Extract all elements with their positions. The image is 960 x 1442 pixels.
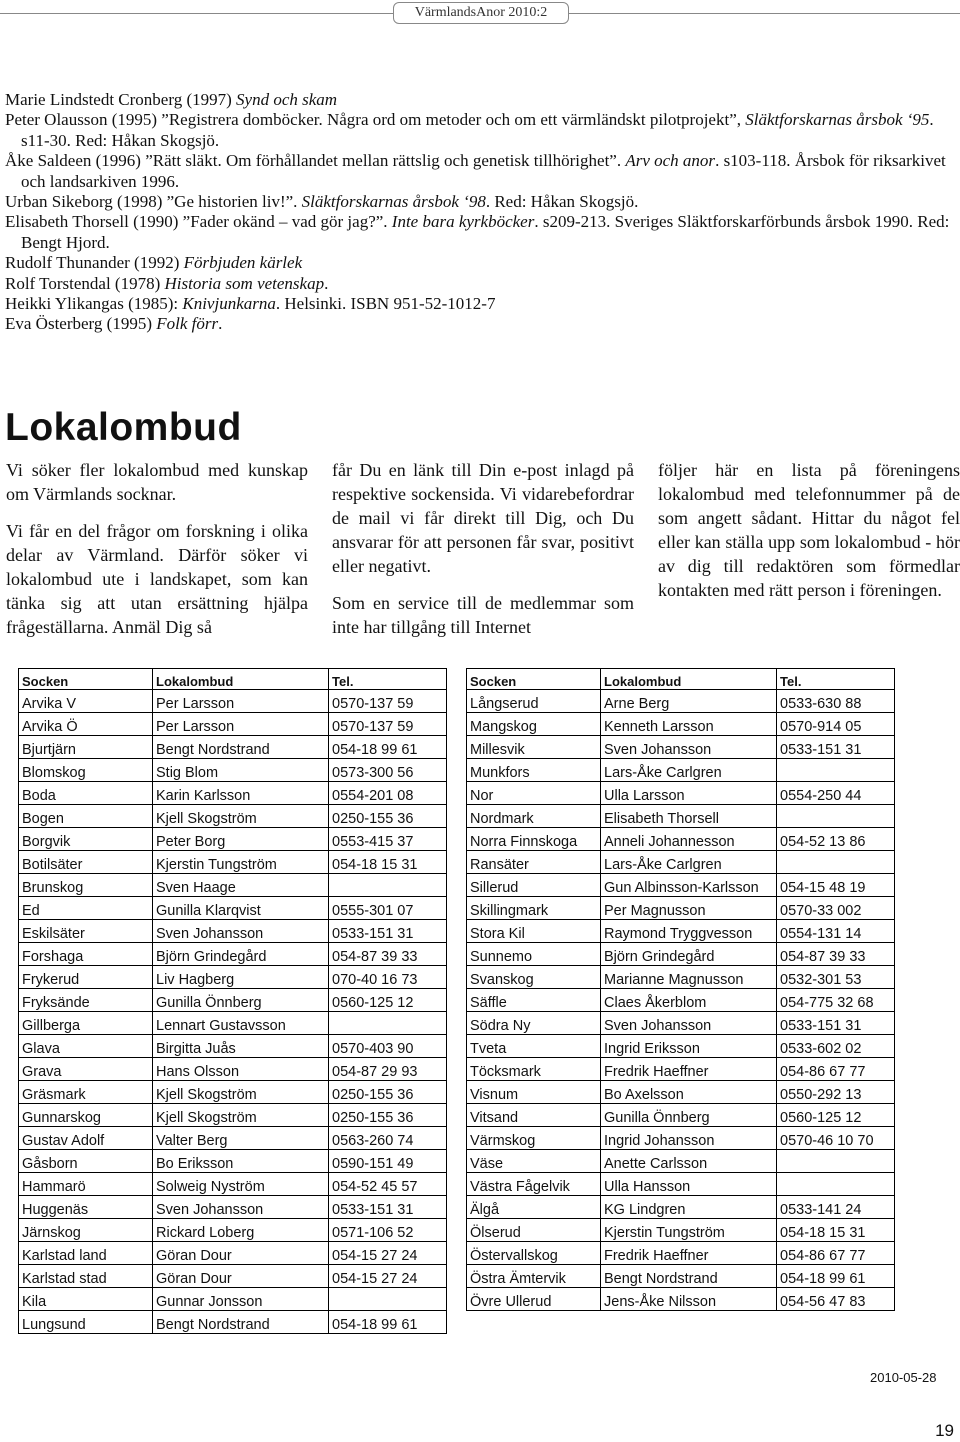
column-header-socken: Socken (467, 669, 601, 690)
lokalombud-cell: Jens-Åke Nilsson (601, 1288, 777, 1311)
lokalombud-cell: KG Lindgren (601, 1196, 777, 1219)
lokalombud-cell: Kjerstin Tungström (153, 851, 329, 874)
tel-cell: 054-18 99 61 (329, 1311, 447, 1334)
reference-title: Folk förr (156, 314, 219, 334)
socken-cell: Västra Fågelvik (467, 1173, 601, 1196)
table-row (19, 805, 447, 828)
table-row (467, 1058, 895, 1081)
table-row (19, 759, 447, 782)
lokalombud-cell: Lars-Åke Carlgren (601, 759, 777, 782)
reference-text: Åke Saldeen (1996) ”Rätt släkt. Om förhållandet mellan rättslig och genetisk tillhörighet”. (5, 151, 626, 171)
tel-cell: 0533-141 24 (777, 1196, 895, 1219)
tel-cell: 054-86 67 77 (777, 1058, 895, 1081)
socken-cell: Borgvik (19, 828, 153, 851)
socken-cell: Svanskog (467, 966, 601, 989)
socken-cell: Brunskog (19, 874, 153, 897)
lokalombud-cell: Liv Hagberg (153, 966, 329, 989)
column-header-tel: Tel. (777, 669, 895, 690)
tel-cell: 0555-301 07 (329, 897, 447, 920)
reference-text: . Red: Håkan Skogsjö. (485, 192, 639, 212)
table-row (19, 1173, 447, 1196)
lokalombud-cell: Ulla Hansson (601, 1173, 777, 1196)
lokalombud-cell: Peter Borg (153, 828, 329, 851)
reference-text: . (218, 314, 223, 334)
paragraph: Som en service till de medlemmar som inte har tillgång till Internet (332, 593, 634, 637)
tel-cell: 0533-151 31 (329, 1196, 447, 1219)
tel-cell: 054-87 39 33 (329, 943, 447, 966)
reference-text: Urban Sikeborg (1998) ”Ge historien liv!”. (5, 192, 302, 212)
table-row (19, 1150, 447, 1173)
tel-cell: 054-18 99 61 (329, 736, 447, 759)
socken-cell: Hammarö (19, 1173, 153, 1196)
socken-cell: Nordmark (467, 805, 601, 828)
lokalombud-cell: Ingrid Eriksson (601, 1035, 777, 1058)
reference-title: Inte bara kyrkböcker (391, 212, 535, 232)
table-row (467, 1288, 895, 1311)
reference-title: Arv och anor (625, 151, 716, 171)
table-row (19, 1288, 447, 1311)
lokalombud-cell: Arne Berg (601, 690, 777, 713)
table-header-row (19, 669, 447, 690)
reference-text: . (324, 273, 329, 293)
socken-cell: Nor (467, 782, 601, 805)
tel-cell: 054-775 32 68 (777, 989, 895, 1012)
table-row (19, 1058, 447, 1081)
socken-cell: Bjurtjärn (19, 736, 153, 759)
section-title: Lokalombud (5, 406, 242, 449)
lokalombud-cell: Bengt Nordstrand (601, 1265, 777, 1288)
table-row (467, 1012, 895, 1035)
lokalombud-cell: Raymond Tryggvesson (601, 920, 777, 943)
socken-cell: Visnum (467, 1081, 601, 1104)
table-row (19, 874, 447, 897)
socken-cell: Karlstad stad (19, 1265, 153, 1288)
table-row (19, 1196, 447, 1219)
reference-title: Släktforskarnas årsbok ‘98 (301, 192, 486, 212)
table-row (467, 874, 895, 897)
socken-cell: Forshaga (19, 943, 153, 966)
reference-text: . s209-213. Sveriges Släktforskarförbunds årsbok 1990. Red: Bengt Hjord. (21, 212, 950, 252)
table-row (19, 736, 447, 759)
table-row (19, 1012, 447, 1035)
socken-cell: Östra Ämtervik (467, 1265, 601, 1288)
lokalombud-cell: Lennart Gustavsson (153, 1012, 329, 1035)
lokalombud-cell: Kjell Skogström (153, 1104, 329, 1127)
tel-cell: 054-18 15 31 (777, 1219, 895, 1242)
socken-cell: Väse (467, 1150, 601, 1173)
reference-entry (5, 151, 955, 192)
tel-cell: 054-86 67 77 (777, 1242, 895, 1265)
reference-entry (5, 314, 955, 334)
tel-cell (329, 1288, 447, 1311)
lokalombud-cell: Göran Dour (153, 1265, 329, 1288)
socken-cell: Fryksände (19, 989, 153, 1012)
tel-cell (777, 1150, 895, 1173)
tel-cell: 0570-137 59 (329, 690, 447, 713)
reference-text: . s11-30. Red: Håkan Skogsjö. (21, 110, 934, 150)
reference-text: Eva Österberg (1995) (5, 314, 157, 334)
socken-cell: Ölserud (467, 1219, 601, 1242)
socken-cell: Arvika V (19, 690, 153, 713)
column-header-lokalombud: Lokalombud (153, 669, 329, 690)
table-row (19, 828, 447, 851)
tel-cell: 054-52 13 86 (777, 828, 895, 851)
reference-text: Peter Olausson (1995) ”Registrera domböcker. Några ord om metoder och om ett värmländskt pilotprojekt”, (5, 110, 746, 130)
lokalombud-cell: Claes Åkerblom (601, 989, 777, 1012)
tel-cell: 0533-602 02 (777, 1035, 895, 1058)
table-row (467, 989, 895, 1012)
body-column-2 (332, 458, 634, 652)
reference-text: Elisabeth Thorsell (1990) ”Fader okänd – vad gör jag?”. (5, 212, 392, 232)
lokalombud-cell: Solweig Nyström (153, 1173, 329, 1196)
lokalombud-cell: Bo Axelsson (601, 1081, 777, 1104)
reference-text: . Helsinki. ISBN 951-52-1012-7 (275, 294, 496, 314)
socken-cell: Skillingmark (467, 897, 601, 920)
table-row (467, 920, 895, 943)
table-row (467, 759, 895, 782)
tel-cell: 0563-260 74 (329, 1127, 447, 1150)
table-row (467, 1081, 895, 1104)
socken-cell: Långserud (467, 690, 601, 713)
tel-cell: 0570-46 10 70 (777, 1127, 895, 1150)
socken-cell: Gräsmark (19, 1081, 153, 1104)
lokalombud-table-right (466, 668, 895, 1311)
reference-title: Synd och skam (236, 90, 338, 109)
lokalombud-cell: Bengt Nordstrand (153, 736, 329, 759)
tel-cell (777, 851, 895, 874)
table-row (19, 1265, 447, 1288)
tel-cell (329, 874, 447, 897)
lokalombud-cell: Birgitta Juås (153, 1035, 329, 1058)
lokalombud-table-left (18, 668, 447, 1334)
tel-cell: 054-15 48 19 (777, 874, 895, 897)
tel-cell: 0570-33 002 (777, 897, 895, 920)
reference-title: Släktforskarnas årsbok ‘95 (745, 110, 930, 130)
table-row (19, 713, 447, 736)
table-row (467, 1035, 895, 1058)
lokalombud-cell: Kjerstin Tungström (601, 1219, 777, 1242)
socken-cell: Huggenäs (19, 1196, 153, 1219)
tel-cell: 0533-151 31 (329, 920, 447, 943)
socken-cell: Värmskog (467, 1127, 601, 1150)
table-row (467, 1127, 895, 1150)
table-row (467, 1173, 895, 1196)
socken-cell: Gustav Adolf (19, 1127, 153, 1150)
lokalombud-cell: Ulla Larsson (601, 782, 777, 805)
table-row (19, 690, 447, 713)
tel-cell: 0571-106 52 (329, 1219, 447, 1242)
socken-cell: Karlstad land (19, 1242, 153, 1265)
socken-cell: Ed (19, 897, 153, 920)
body-column-3 (658, 458, 960, 615)
lokalombud-cell: Björn Grindegård (153, 943, 329, 966)
table-row (19, 989, 447, 1012)
socken-cell: Älgå (467, 1196, 601, 1219)
table-row (19, 1219, 447, 1242)
reference-list (5, 90, 955, 335)
socken-cell: Östervallskog (467, 1242, 601, 1265)
column-header-socken: Socken (19, 669, 153, 690)
socken-cell: Gunnarskog (19, 1104, 153, 1127)
table-row (467, 828, 895, 851)
page-number: 19 (935, 1421, 954, 1440)
lokalombud-cell: Per Larsson (153, 690, 329, 713)
lokalombud-cell: Sven Johansson (153, 1196, 329, 1219)
reference-text: Marie Lindstedt Cronberg (1997) (5, 90, 237, 109)
tel-cell: 0560-125 12 (777, 1104, 895, 1127)
lokalombud-cell: Kjell Skogström (153, 805, 329, 828)
lokalombud-cell: Sven Haage (153, 874, 329, 897)
lokalombud-cell: Lars-Åke Carlgren (601, 851, 777, 874)
socken-cell: Millesvik (467, 736, 601, 759)
running-header: VärmlandsAnor 2010:2 (393, 2, 569, 24)
lokalombud-cell: Gunilla Önnberg (601, 1104, 777, 1127)
tel-cell: 0554-250 44 (777, 782, 895, 805)
socken-cell: Frykerud (19, 966, 153, 989)
tel-cell: 0533-151 31 (777, 736, 895, 759)
table-row (19, 920, 447, 943)
lokalombud-cell: Per Larsson (153, 713, 329, 736)
reference-entry (5, 253, 955, 273)
table-row (467, 1265, 895, 1288)
table-date: 2010-05-28 (870, 1370, 937, 1385)
lokalombud-cell: Marianne Magnusson (601, 966, 777, 989)
socken-cell: Tveta (467, 1035, 601, 1058)
reference-title: Historia som vetenskap (164, 273, 325, 293)
lokalombud-cell: Ingrid Johansson (601, 1127, 777, 1150)
reference-entry (5, 192, 955, 212)
paragraph: får Du en länk till Din e-post inlagd på respektive sockensida. Vi vidarebefordrar de mail vi får direkt till Dig, och Du ansvarar för att personen får svar, positivt eller negativt. (332, 460, 634, 576)
socken-cell: Gåsborn (19, 1150, 153, 1173)
tel-cell: 0570-403 90 (329, 1035, 447, 1058)
table-row (19, 1127, 447, 1150)
lokalombud-cell: Sven Johansson (601, 1012, 777, 1035)
table-row (19, 1035, 447, 1058)
lokalombud-cell: Elisabeth Thorsell (601, 805, 777, 828)
tel-cell: 054-15 27 24 (329, 1242, 447, 1265)
table-row (467, 1196, 895, 1219)
lokalombud-cell: Stig Blom (153, 759, 329, 782)
paragraph: följer här en lista på föreningens lokalombud med telefonnummer på de som angett sådant. Hittar du något fel eller kan ställa upp som lokalombud - hör av dig till redaktören som förmedlar kontakten med rätt person i föreningen. (658, 460, 960, 600)
lokalombud-cell: Anneli Johannesson (601, 828, 777, 851)
tel-cell: 0250-155 36 (329, 1081, 447, 1104)
socken-cell: Blomskog (19, 759, 153, 782)
tel-cell: 0533-630 88 (777, 690, 895, 713)
tel-cell (329, 1012, 447, 1035)
table-row (19, 966, 447, 989)
tel-cell: 0250-155 36 (329, 805, 447, 828)
table-row (19, 943, 447, 966)
reference-text: Rolf Torstendal (1978) (5, 273, 165, 293)
reference-title: Knivjunkarna (182, 294, 276, 314)
reference-entry (5, 274, 955, 294)
socken-cell: Arvika Ö (19, 713, 153, 736)
lokalombud-cell: Anette Carlsson (601, 1150, 777, 1173)
socken-cell: Vitsand (467, 1104, 601, 1127)
socken-cell: Järnskog (19, 1219, 153, 1242)
tel-cell: 0532-301 53 (777, 966, 895, 989)
tel-cell: 0560-125 12 (329, 989, 447, 1012)
reference-entry (5, 294, 955, 314)
lokalombud-cell: Karin Karlsson (153, 782, 329, 805)
body-column-1 (6, 458, 308, 652)
socken-cell: Norra Finnskoga (467, 828, 601, 851)
table-row (467, 897, 895, 920)
tel-cell: 0550-292 13 (777, 1081, 895, 1104)
tel-cell: 0554-131 14 (777, 920, 895, 943)
socken-cell: Sillerud (467, 874, 601, 897)
tel-cell: 0570-914 05 (777, 713, 895, 736)
lokalombud-cell: Per Magnusson (601, 897, 777, 920)
tel-cell (777, 1173, 895, 1196)
reference-text: Rudolf Thunander (1992) (5, 253, 184, 273)
table-row (19, 1311, 447, 1334)
lokalombud-cell: Gunilla Klarqvist (153, 897, 329, 920)
table-row (467, 1242, 895, 1265)
lokalombud-cell: Bo Eriksson (153, 1150, 329, 1173)
table-row (19, 782, 447, 805)
socken-cell: Stora Kil (467, 920, 601, 943)
socken-cell: Ransäter (467, 851, 601, 874)
reference-text: . s103-118. Årsbok för riksarkivet och landsarkiven 1996. (21, 151, 946, 191)
socken-cell: Övre Ullerud (467, 1288, 601, 1311)
table-row (467, 736, 895, 759)
socken-cell: Södra Ny (467, 1012, 601, 1035)
lokalombud-cell: Björn Grindegård (601, 943, 777, 966)
column-header-tel: Tel. (329, 669, 447, 690)
tel-cell: 054-56 47 83 (777, 1288, 895, 1311)
lokalombud-cell: Göran Dour (153, 1242, 329, 1265)
lokalombud-cell: Fredrik Haeffner (601, 1242, 777, 1265)
table-row (467, 1104, 895, 1127)
paragraph: Vi söker fler lokalombud med kunskap om Värmlands socknar. (6, 460, 308, 504)
table-row (467, 690, 895, 713)
table-row (19, 897, 447, 920)
socken-cell: Sunnemo (467, 943, 601, 966)
lokalombud-cell: Valter Berg (153, 1127, 329, 1150)
table-row (467, 782, 895, 805)
socken-cell: Gillberga (19, 1012, 153, 1035)
tel-cell: 070-40 16 73 (329, 966, 447, 989)
tel-cell: 054-52 45 57 (329, 1173, 447, 1196)
tel-cell: 054-87 39 33 (777, 943, 895, 966)
tel-cell: 0573-300 56 (329, 759, 447, 782)
paragraph: Vi får en del frågor om forskning i olika delar av Värmland. Därför söker vi lokalombud ute i landskapet, som kan tänka sig att utan ersättning hjälpa frågeställarna. Anmäl Dig så (6, 521, 308, 637)
reference-text: Heikki Ylikangas (1985): (5, 294, 183, 314)
table-row (467, 1219, 895, 1242)
socken-cell: Kila (19, 1288, 153, 1311)
table-header-row (467, 669, 895, 690)
table-row (19, 1104, 447, 1127)
tel-cell: 054-18 99 61 (777, 1265, 895, 1288)
tel-cell: 054-18 15 31 (329, 851, 447, 874)
socken-cell: Munkfors (467, 759, 601, 782)
lokalombud-cell: Sven Johansson (153, 920, 329, 943)
tel-cell (777, 759, 895, 782)
lokalombud-cell: Rickard Loberg (153, 1219, 329, 1242)
lokalombud-cell: Gunnar Jonsson (153, 1288, 329, 1311)
tel-cell: 054-15 27 24 (329, 1265, 447, 1288)
reference-entry (5, 212, 955, 253)
tel-cell: 0553-415 37 (329, 828, 447, 851)
lokalombud-cell: Fredrik Haeffner (601, 1058, 777, 1081)
tel-cell: 0570-137 59 (329, 713, 447, 736)
table-row (467, 851, 895, 874)
table-row (467, 943, 895, 966)
socken-cell: Boda (19, 782, 153, 805)
socken-cell: Säffle (467, 989, 601, 1012)
tel-cell: 0590-151 49 (329, 1150, 447, 1173)
tel-cell: 0250-155 36 (329, 1104, 447, 1127)
lokalombud-cell: Gunilla Önnberg (153, 989, 329, 1012)
reference-title: Förbjuden kärlek (183, 253, 303, 273)
socken-cell: Botilsäter (19, 851, 153, 874)
lokalombud-cell: Hans Olsson (153, 1058, 329, 1081)
tel-cell: 0533-151 31 (777, 1012, 895, 1035)
socken-cell: Töcksmark (467, 1058, 601, 1081)
reference-entry (5, 90, 955, 110)
socken-cell: Eskilsäter (19, 920, 153, 943)
socken-cell: Bogen (19, 805, 153, 828)
socken-cell: Lungsund (19, 1311, 153, 1334)
column-header-lokalombud: Lokalombud (601, 669, 777, 690)
socken-cell: Glava (19, 1035, 153, 1058)
lokalombud-cell: Gun Albinsson-Karlsson (601, 874, 777, 897)
reference-entry (5, 110, 955, 151)
socken-cell: Mangskog (467, 713, 601, 736)
table-row (19, 1081, 447, 1104)
socken-cell: Grava (19, 1058, 153, 1081)
lokalombud-cell: Kenneth Larsson (601, 713, 777, 736)
tel-cell: 0554-201 08 (329, 782, 447, 805)
tel-cell: 054-87 29 93 (329, 1058, 447, 1081)
table-row (467, 1150, 895, 1173)
tel-cell (777, 805, 895, 828)
table-row (19, 851, 447, 874)
lokalombud-cell: Kjell Skogström (153, 1081, 329, 1104)
table-row (467, 805, 895, 828)
table-row (467, 966, 895, 989)
table-row (467, 713, 895, 736)
table-row (19, 1242, 447, 1265)
lokalombud-cell: Sven Johansson (601, 736, 777, 759)
lokalombud-cell: Bengt Nordstrand (153, 1311, 329, 1334)
